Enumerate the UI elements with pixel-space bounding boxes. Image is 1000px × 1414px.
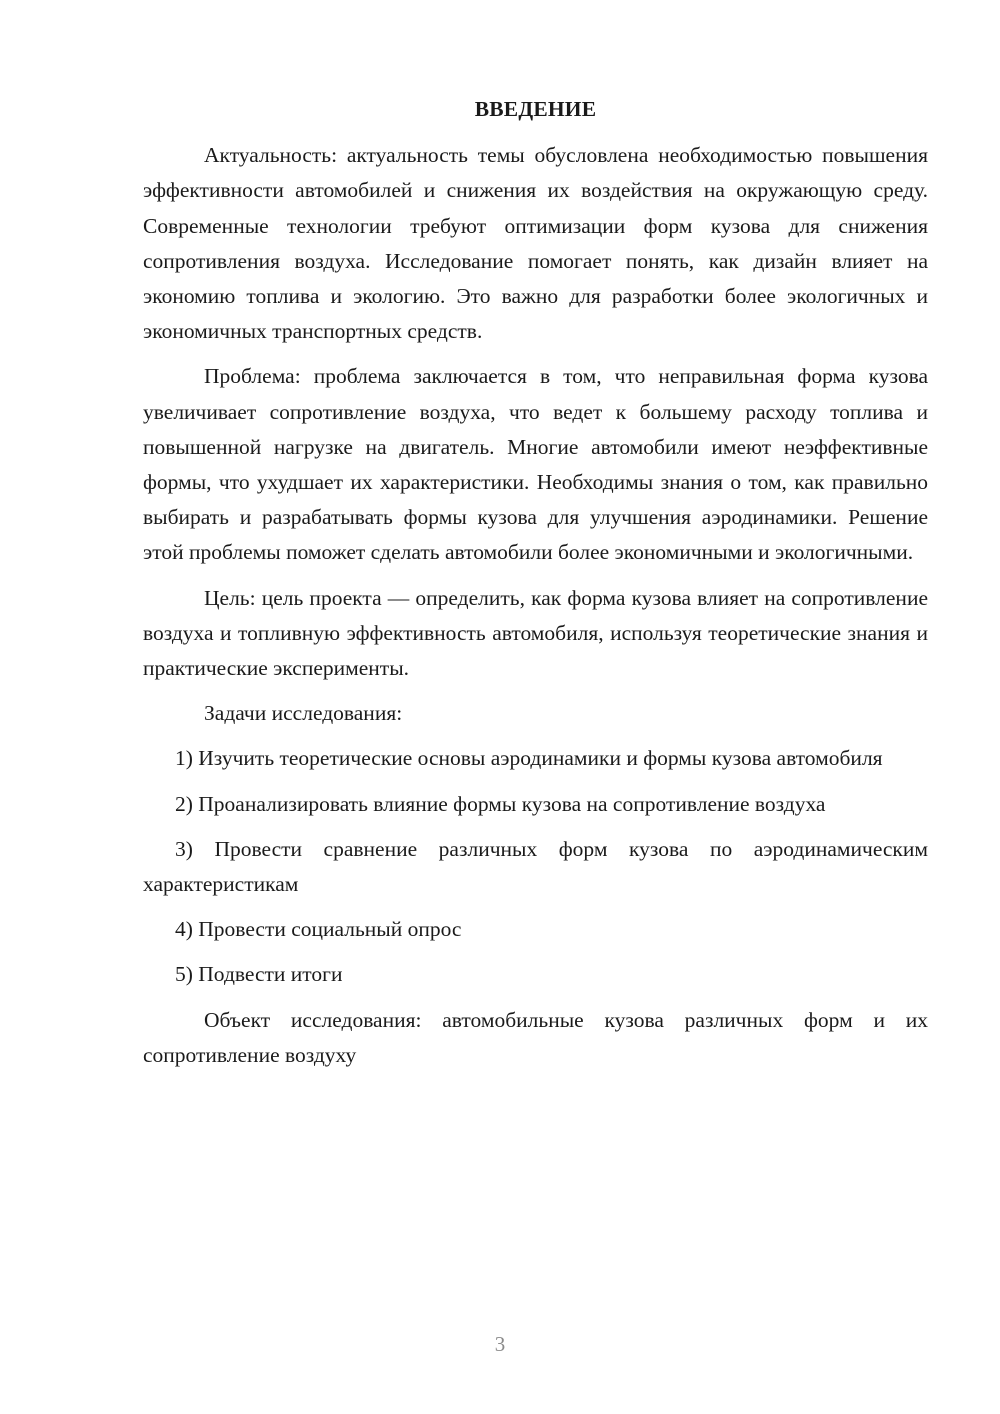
relevance-paragraph: Актуальность: актуальность темы обусловлена необходимостью повышения эффективности автомобилей и снижения их воздействия на окружающую среду. Современные технологии требуют оптимизации форм кузова для снижения сопротивления воздуха. Исследование помогает понять, как дизайн влияет на экономию топлива и экологию. Это важно для разработки более экологичных и экономичных транспортных средств. [143,143,928,344]
task-item-5: 5) Подвести итоги [175,962,343,987]
page-title: ВВЕДЕНИЕ [474,97,597,121]
object-paragraph: Объект исследования: автомобильные кузова различных форм и их сопротивление воздуху [143,1007,928,1067]
task-item-3: 3) Провести сравнение различных форм кузова по аэродинамическим характеристикам [143,836,928,897]
goal-paragraph: Цель: цель проекта — определить, как форма кузова влияет на сопротивление воздуха и топливную эффективность автомобиля, используя теоретические знания и практические эксперименты. [143,585,928,681]
task-item-2: 2) Проанализировать влияние формы кузова на сопротивление воздуха [175,791,826,816]
problem-paragraph: Проблема: проблема заключается в том, что неправильная форма кузова увеличивает сопротивление воздуха, что ведет к большему расходу топлива и повышенной нагрузке на двигатель. Многие автомобили имеют неэффективные формы, что ухудшает их характеристики. Необходимы знания о том, как правильно выбирать и разрабатывать формы кузова для улучшения аэродинамики. Решение этой проблемы поможет сделать автомобили более экономичными и экологичными. [143,364,928,565]
task-item-1: 1) Изучить теоретические основы аэродинамики и формы кузова автомобиля [175,746,883,771]
task-item-4: 4) Провести социальный опрос [175,917,462,942]
tasks-heading: Задачи исследования: [204,701,403,726]
document-page [143,92,928,1083]
tasks-list [143,741,928,992]
page-number: 3 [494,1332,506,1356]
